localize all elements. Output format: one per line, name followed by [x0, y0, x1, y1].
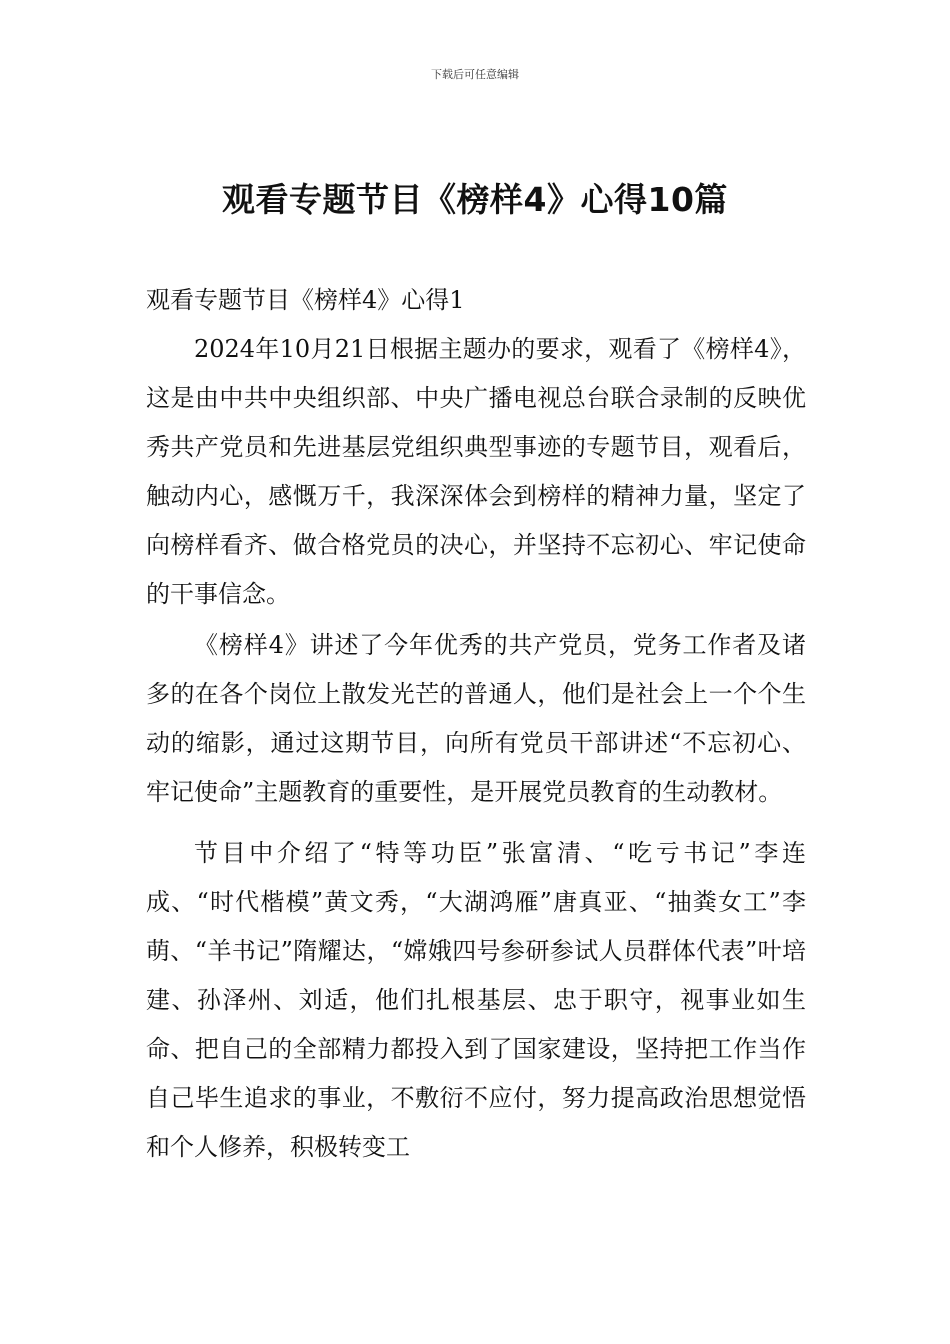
document-title: 观看专题节目《榜样4》心得10篇 — [222, 180, 728, 219]
section-heading: 观看专题节目《榜样4》心得1 — [146, 286, 465, 314]
paragraph-3: 节目中介绍了“特等功臣”张富清、“吃亏书记”李连成、“时代楷模”黄文秀，“大湖鸿雁”唐真亚、“抽粪女工”李萌、“羊书记”隋耀达，“嫦娥四号参研参试人员群体代表”叶培建、孙泽州、刘适，他们扎根基层、忠于职守，视事业如生命、把自己的全部精力都投入到了国家建设，坚持把工作当作自己毕生追求的事业，不敷衍不应付，努力提高政治思想觉悟和个人修养，积极转变工 — [146, 839, 806, 1161]
paragraph-1: 2024年10月21日根据主题办的要求，观看了《榜样4》，这是由中共中央组织部、中央广播电视总台联合录制的反映优秀共产党员和先进基层党组织典型事迹的专题节目，观看后，触动内心，感慨万千，我深深体会到榜样的精神力量，坚定了向榜样看齐、做合格党员的决心，并坚持不忘初心、牢记使命的干事信念。 — [146, 335, 806, 608]
paragraph-2: 《榜样4》讲述了今年优秀的共产党员，党务工作者及诸多的在各个岗位上散发光芒的普通人，他们是社会上一个个生动的缩影，通过这期节目，向所有党员干部讲述“不忘初心、牢记使命”主题教育的重要性，是开展党员教育的生动教材。 — [146, 631, 806, 806]
document-body — [146, 276, 806, 1172]
header-note: 下载后可任意编辑 — [431, 68, 519, 81]
